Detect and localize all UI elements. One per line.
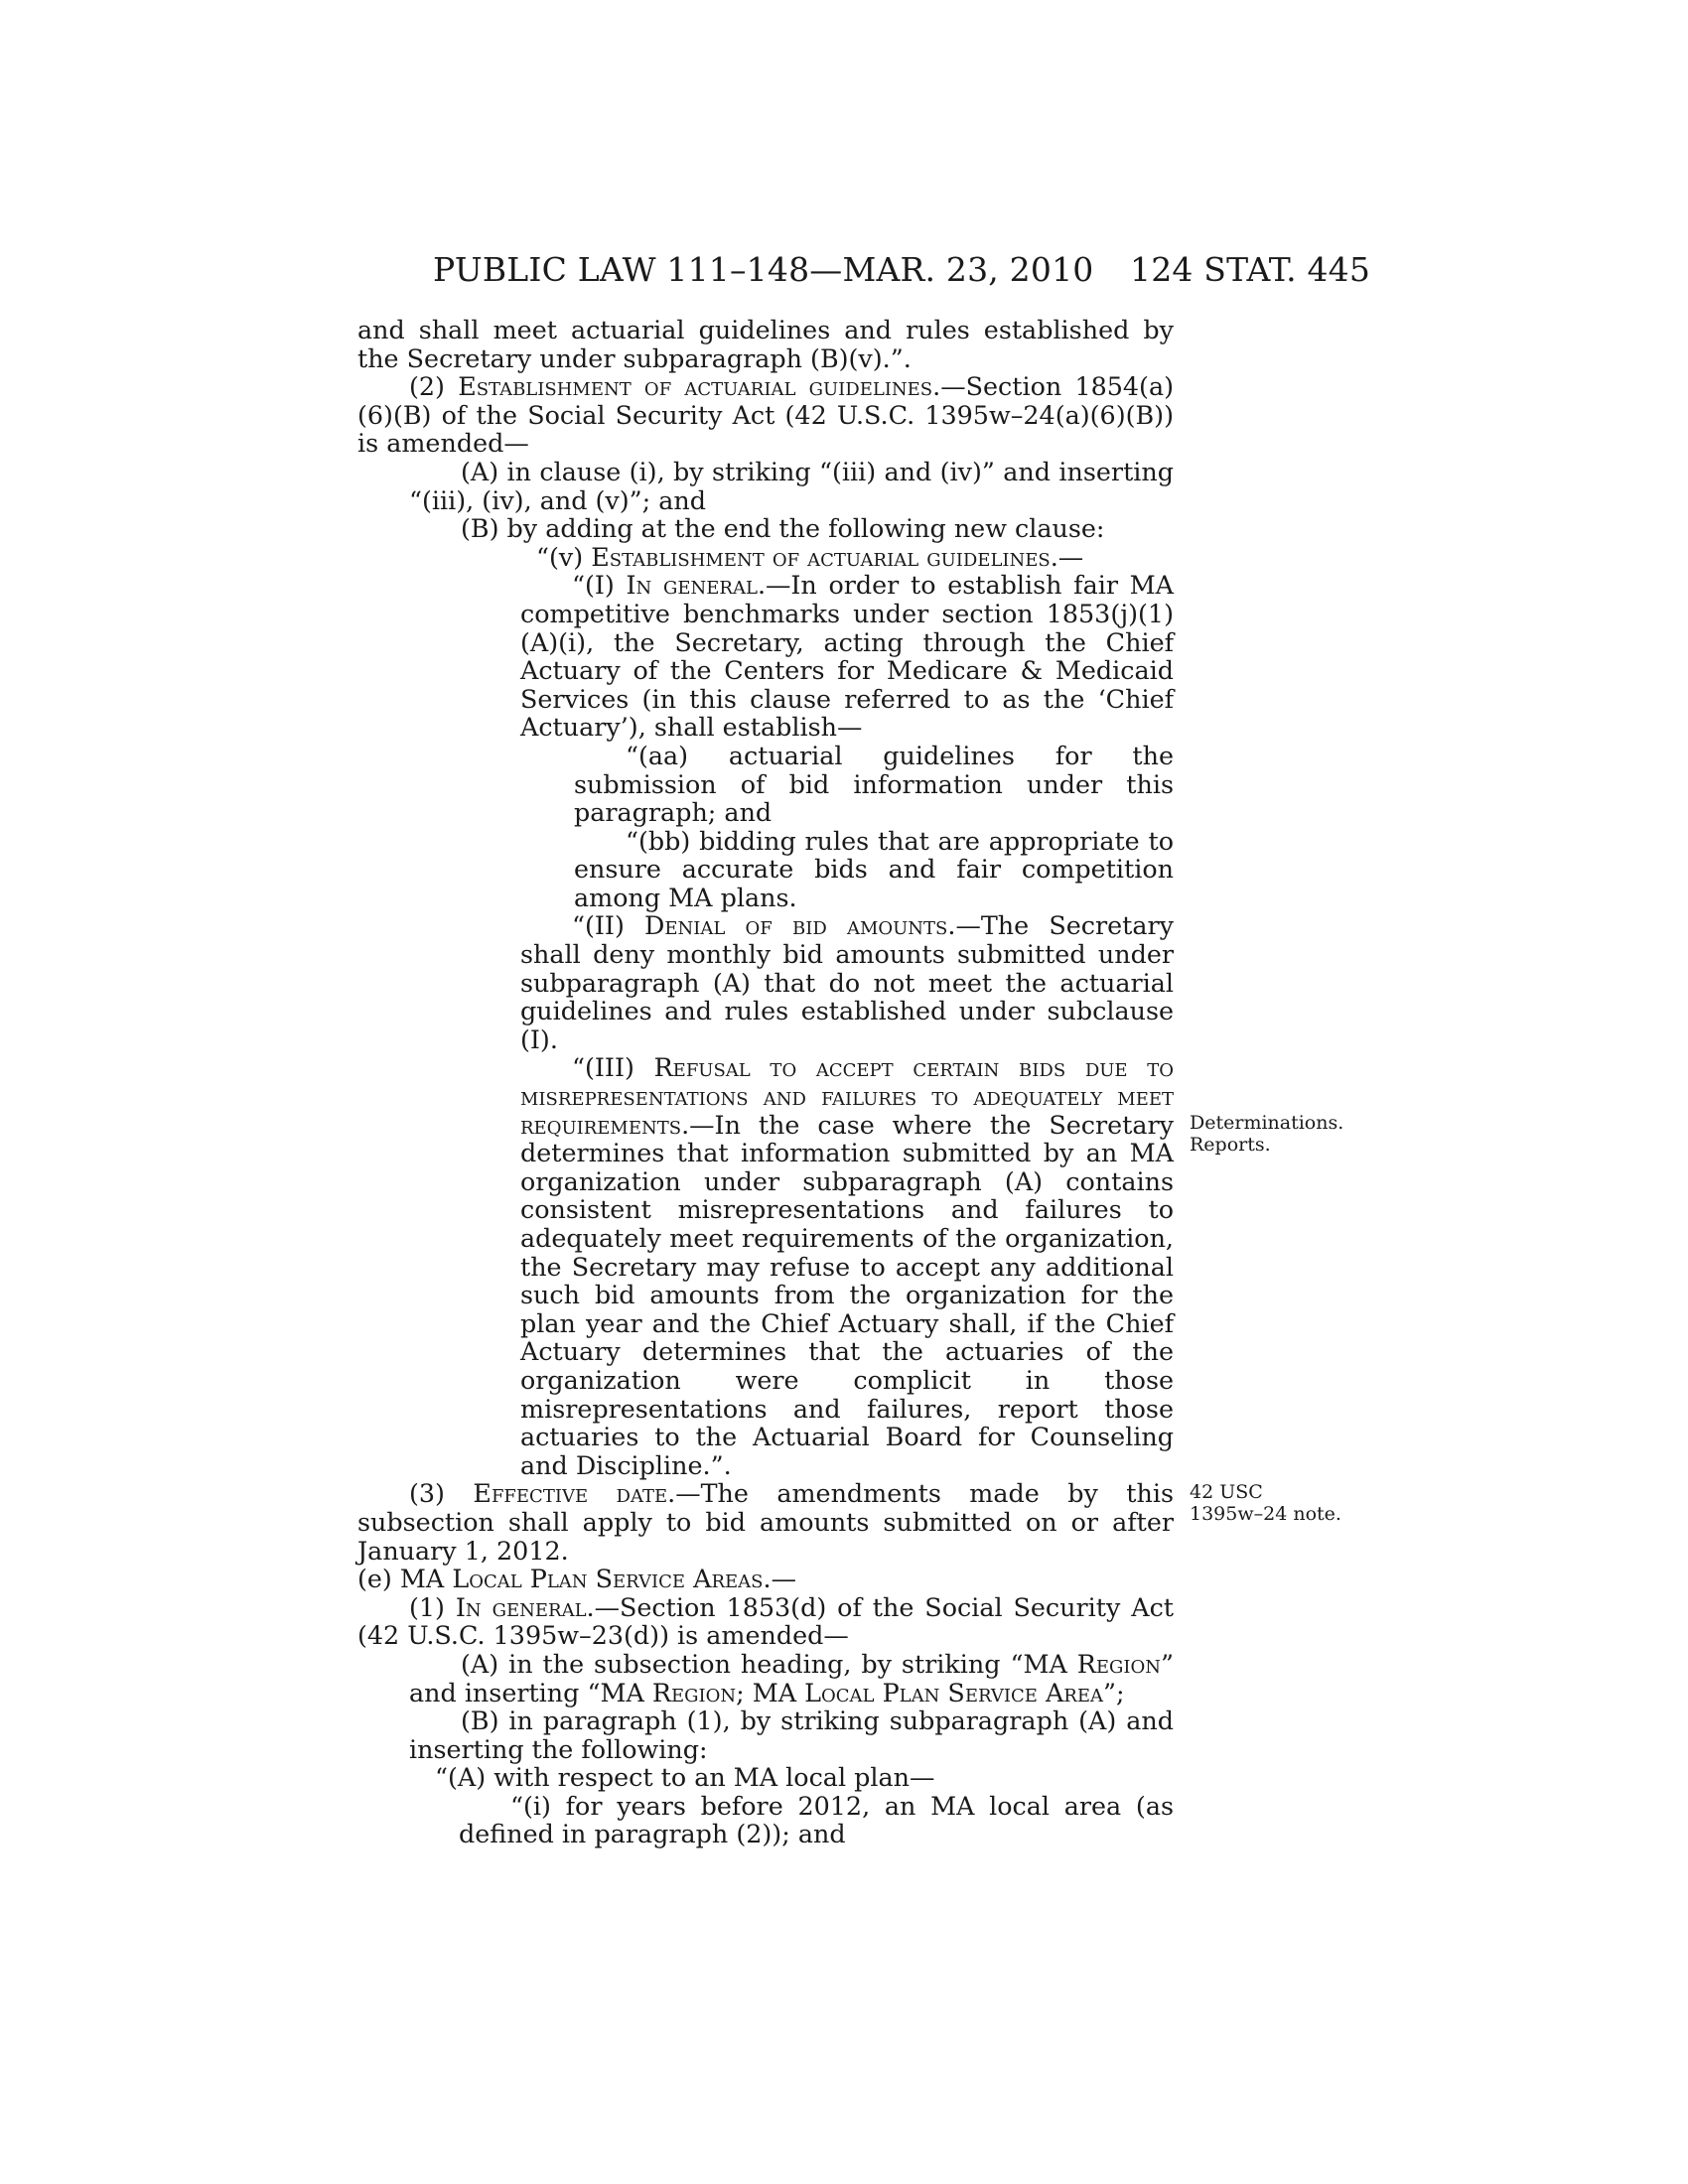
paragraph-heading: MA Local Plan Service Areas [399, 1564, 764, 1594]
paragraph-text: .—The amendments made by this subsection shall apply to bid amounts submitted on or after January 1, 2012. [357, 1478, 1174, 1566]
paragraph-number: (1) [409, 1591, 456, 1622]
margin-note-line: 1395w–24 note. [1190, 1503, 1341, 1525]
clause-v [357, 543, 1174, 572]
paragraph-number: (2) [409, 371, 459, 402]
paragraph-heading: Establishment of actuarial guidelines [458, 371, 933, 402]
inserted-clause-i [357, 1792, 1174, 1848]
paragraph-number: (e) [357, 1564, 400, 1594]
subclause-ii [357, 911, 1174, 1053]
paragraph-heading: In general [455, 1591, 587, 1622]
paragraph-text: (B) in paragraph (1), by striking subparagraph (A) and inserting the following: [409, 1706, 1174, 1764]
subsection-e [357, 1565, 1174, 1593]
inserted-heading: MA Region; MA Local Plan Service Area [600, 1677, 1103, 1707]
subparagraph-e-a [357, 1650, 1174, 1706]
subparagraph-a [357, 458, 1174, 514]
paragraph-text: .—Section 1853(d) of the Social Security Act (42 U.S.C. 1395w–23(d)) is amended— [357, 1591, 1175, 1651]
paragraph-text: ”; [1103, 1677, 1125, 1707]
inserted-subparagraph-a [357, 1763, 1174, 1792]
paragraph-text: .— [763, 1564, 796, 1594]
paragraph-heading: Effective date [473, 1478, 668, 1509]
margin-note-line: 42 USC [1190, 1481, 1263, 1503]
document-body [357, 316, 1174, 1848]
paragraph-e-1 [357, 1593, 1174, 1650]
paragraph-2 [357, 372, 1174, 458]
subparagraph-e-b [357, 1706, 1174, 1763]
paragraph-text: .—Section 1854(a)(6)(B) of the Social Security Act (42 U.S.C. 1395w–24(a)(6)(B)) is amended— [357, 371, 1175, 459]
paragraph-number: “(I) [572, 570, 627, 601]
paragraph-text: .—In the case where the Secretary determines that information submitted by an MA organization under subparagraph (A) contains consistent misrepresentations and failures to adequately meet requirements of the organization, the Secretary may refuse to accept any additional such bid amounts from the organization for the plan year and the Chief Actuary shall, if the Chief Actuary determines that the actuaries of the organization were complicit in those misrepresentations and failures, report those actuaries to the Actuarial Board for Counseling and Discipline.”. [520, 1109, 1174, 1480]
paragraph-number: “(v) [536, 541, 592, 572]
paragraph-text: “(A) with respect to an MA local plan— [435, 1762, 935, 1793]
paragraph-number: “(III) [572, 1052, 654, 1083]
paragraph-text: .— [1050, 541, 1084, 572]
paragraph-3 [357, 1479, 1174, 1565]
item-bb [357, 827, 1174, 912]
paragraph-continuation [357, 316, 1174, 372]
running-header-title: PUBLIC LAW 111–148—MAR. 23, 2010 [433, 250, 1094, 289]
paragraph-text: ” and inserting “ [409, 1648, 1174, 1707]
subclause-i [357, 571, 1174, 742]
paragraph-number: “(II) [572, 910, 645, 941]
paragraph-heading: Establishment of actuarial guidelines [591, 541, 1051, 572]
subclause-iii [357, 1053, 1174, 1479]
paragraph-text: .—The Secretary shall deny monthly bid amounts submitted under subparagraph (A) that do not meet the actuarial guidelines and rules established under subclause (I). [520, 910, 1174, 1054]
running-header-page-number: 124 STAT. 445 [1130, 250, 1371, 289]
paragraph-text: (A) in clause (i), by striking “(iii) and (iv)” and inserting “(iii), (iv), and (v)”; and [409, 456, 1174, 515]
paragraph-text: (A) in the subsection heading, by striking “ [461, 1648, 1024, 1679]
paragraph-number: (3) [409, 1478, 474, 1509]
struck-heading: MA Region [1023, 1648, 1162, 1679]
paragraph-heading: In general [626, 570, 758, 601]
paragraph-text: (B) by adding at the end the following new clause: [461, 513, 1105, 544]
margin-note-determinations [1190, 1112, 1343, 1156]
subparagraph-b [357, 514, 1174, 543]
paragraph-text: “(bb) bidding rules that are appropriate to ensure accurate bids and fair competition among MA plans. [574, 825, 1174, 912]
paragraph-text: .—In order to establish fair MA competitive benchmarks under section 1853(j)(1)(A)(i), the Secretary, acting through the Chief Actuary of the Centers for Medicare & Medicaid Services (in this clause referred to as the ‘Chief Actuary’), shall establish— [520, 570, 1175, 743]
paragraph-text: and shall meet actuarial guidelines and rules established by the Secretary under subparagraph (B)(v).”. [357, 315, 1174, 373]
item-aa [357, 742, 1174, 827]
margin-note-line: Reports. [1190, 1134, 1271, 1156]
margin-note-line: Determinations. [1190, 1112, 1344, 1134]
margin-note-usc-citation [1190, 1481, 1341, 1525]
paragraph-heading: Denial of bid amounts [644, 910, 948, 941]
paragraph-heading: Refusal to accept certain bids due to misrepresentations and failures to adequately meet requirements [520, 1052, 1175, 1140]
paragraph-text: “(aa) actuarial guidelines for the submission of bid information under this paragraph; and [574, 740, 1174, 828]
paragraph-text: “(i) for years before 2012, an MA local area (as defined in paragraph (2)); and [459, 1790, 1174, 1849]
